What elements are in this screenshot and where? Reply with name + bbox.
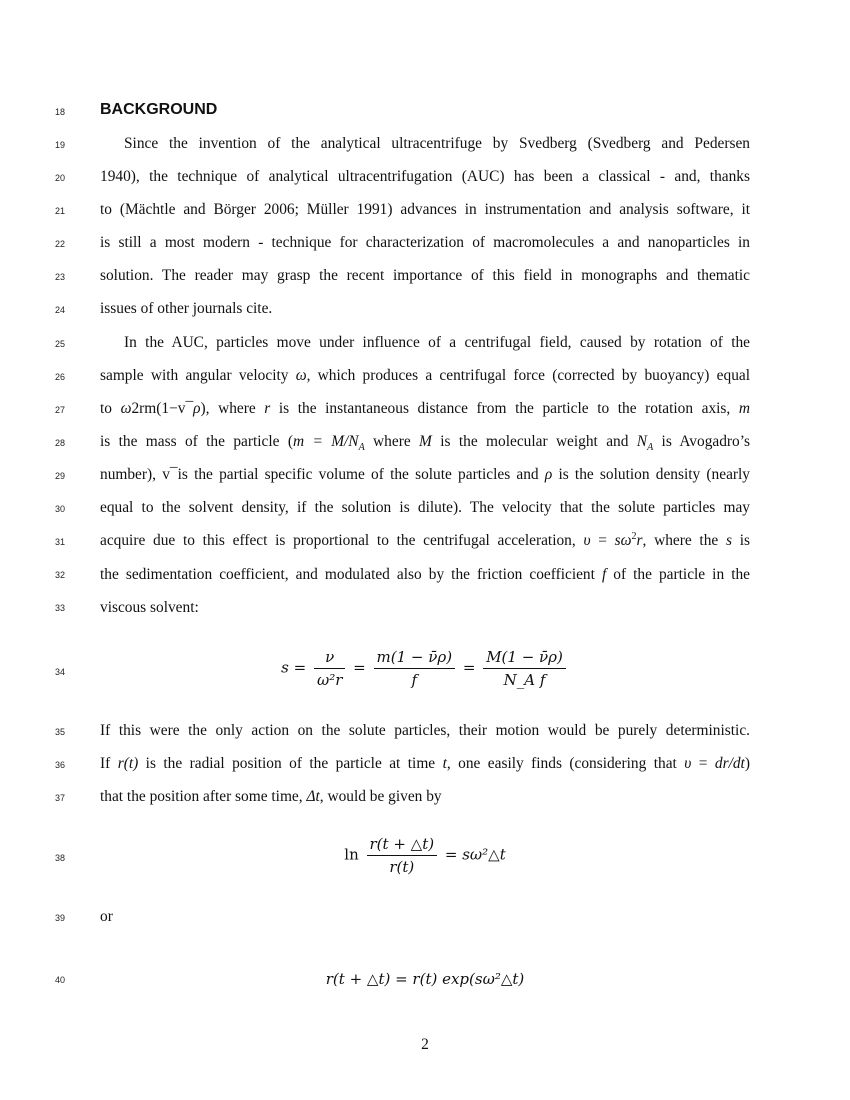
derivative: dr/dt <box>714 755 745 772</box>
var-N: N <box>636 433 648 450</box>
text-span: where <box>364 433 420 450</box>
text-line: 1940), the technique of analytical ultracentrifugation (AUC) has been a classical - and, thanks <box>100 168 750 185</box>
text-line <box>100 788 750 806</box>
text-span: , would be given by <box>319 788 442 805</box>
text-span: , which produces a centrifugal force (corrected by buoyancy) equal <box>306 367 751 384</box>
equation-sedimentation <box>100 648 750 689</box>
var-f: f <box>601 566 607 583</box>
line-number: 32 <box>54 570 65 580</box>
text-span: is the instantaneous distance from the particle to the rotation axis, <box>270 400 739 417</box>
line-number: 29 <box>54 471 65 481</box>
line-number: 31 <box>54 537 65 547</box>
equation-exponential: r(t + △t) = r(t) exp(sω²△t) <box>325 970 525 988</box>
var-s-omega: sω <box>614 532 632 549</box>
text-span: of the particle in the <box>606 566 750 583</box>
text-span: is the mass of the particle ( <box>100 433 293 450</box>
text-span: is Avogadro’s <box>653 433 750 450</box>
text-line <box>100 755 750 773</box>
text-line: issues of other journals cite. <box>100 300 273 317</box>
upsilon-symbol: υ <box>684 755 692 772</box>
text-line <box>100 566 750 584</box>
line-number: 39 <box>54 913 65 923</box>
line-number: 20 <box>54 173 65 183</box>
line-number: 24 <box>54 305 65 315</box>
text-span: is the molecular weight and <box>431 433 637 450</box>
text-span: ), where <box>200 400 265 417</box>
line-number: 36 <box>54 760 65 770</box>
omega-symbol: ω <box>120 400 132 417</box>
var-m: m <box>738 400 750 417</box>
line-number: 18 <box>54 107 65 117</box>
line-number: 27 <box>54 405 65 415</box>
text-line: In the AUC, particles move under influence of a centrifugal field, caused by rotation of the <box>124 334 750 351</box>
text-span: , one easily finds (considering that <box>446 755 685 772</box>
line-number: 28 <box>54 438 65 448</box>
var-t: t <box>442 755 447 772</box>
rho-symbol: ρ <box>193 400 201 417</box>
page-number: 2 <box>421 1036 429 1053</box>
equation-log-ratio <box>100 835 750 876</box>
var-r-t: r(t) <box>117 755 139 772</box>
text-line: viscous solvent: <box>100 599 199 616</box>
text-span: is the solution density (nearly <box>552 466 750 483</box>
denominator: N_A f <box>503 671 546 689</box>
line-number: 26 <box>54 372 65 382</box>
text-span: to <box>100 400 121 417</box>
eq-lhs: s = <box>281 658 307 677</box>
text-line: If this were the only action on the solute particles, their motion would be purely deterministic. <box>100 722 750 739</box>
line-number: 37 <box>54 793 65 803</box>
line-number: 38 <box>54 853 65 863</box>
numerator: M(1 − ν̄ρ) <box>483 648 566 669</box>
line-number: 35 <box>54 727 65 737</box>
line-number: 23 <box>54 272 65 282</box>
text-line <box>100 466 750 484</box>
text-span: , where the <box>642 532 726 549</box>
subscript: A <box>647 442 654 454</box>
line-number: 34 <box>54 667 65 677</box>
text-span: is <box>731 532 750 549</box>
text-span: If <box>100 755 118 772</box>
var-r: r <box>636 532 643 549</box>
line-number: 33 <box>54 603 65 613</box>
text-line: to (Mächtle and Börger 2006; Müller 1991) advances in instrumentation and analysis software, it <box>100 201 750 218</box>
text-span: number), v¯is the partial specific volume of the solute particles and <box>100 466 545 483</box>
text-span: ) <box>744 755 750 772</box>
denominator: f <box>411 671 418 689</box>
line-number: 21 <box>54 206 65 216</box>
var-M: M <box>419 433 432 450</box>
fraction <box>367 835 438 876</box>
text-span: = <box>590 532 615 549</box>
text-line: solution. The reader may grasp the recent importance of this field in monographs and thematic <box>100 267 750 284</box>
numerator: ν <box>314 648 345 669</box>
text-span: 2rm(1−v¯ <box>131 400 194 417</box>
mass-formula: m = M/N <box>292 433 359 450</box>
rho-symbol: ρ <box>544 466 553 483</box>
equals-sign: = <box>353 658 366 677</box>
fraction <box>374 648 456 689</box>
line-number: 19 <box>54 140 65 150</box>
line-number: 25 <box>54 339 65 349</box>
var-r: r <box>264 400 271 417</box>
fraction <box>314 648 345 689</box>
text-span: that the position after some time, <box>100 788 307 805</box>
text-line <box>100 532 750 550</box>
text-span: = <box>691 755 715 772</box>
line-number: 40 <box>54 975 65 985</box>
numerator: r(t + △t) <box>367 835 438 856</box>
line-number: 22 <box>54 239 65 249</box>
section-heading: BACKGROUND <box>100 101 218 118</box>
equals-sign: = <box>462 658 476 677</box>
text-line: equal to the solvent density, if the solution is dilute). The velocity that the solute particles may <box>100 499 750 516</box>
text-line <box>100 400 750 418</box>
text-line: Since the invention of the analytical ultracentrifuge by Svedberg (Svedberg and Pedersen <box>124 135 750 152</box>
text-span: acquire due to this effect is proportional to the centrifugal acceleration, <box>100 532 584 549</box>
text-line: or <box>100 908 113 925</box>
text-line <box>100 433 750 454</box>
var-s: s <box>725 532 732 549</box>
fraction <box>483 648 566 689</box>
line-number: 30 <box>54 504 65 514</box>
upsilon-symbol: υ <box>583 532 591 549</box>
text-span: the sedimentation coefficient, and modulated also by the friction coefficient <box>100 566 602 583</box>
text-line: is still a most modern - technique for characterization of macromolecules a and nanoparticles in <box>100 234 750 251</box>
ln-operator: ln <box>344 845 359 864</box>
denominator: r(t) <box>389 858 415 876</box>
numerator: m(1 − ν̄ρ) <box>374 648 456 669</box>
text-span: sample with angular velocity <box>100 367 296 384</box>
delta-t: Δt <box>306 788 320 805</box>
text-line <box>100 367 750 385</box>
superscript: 2 <box>631 530 637 542</box>
text-span: is the radial position of the particle at time <box>138 755 443 772</box>
eq-rhs: = sω²△t <box>444 845 506 864</box>
omega-symbol: ω <box>295 367 307 384</box>
subscript: A <box>358 442 365 454</box>
denominator: ω²r <box>316 671 343 689</box>
